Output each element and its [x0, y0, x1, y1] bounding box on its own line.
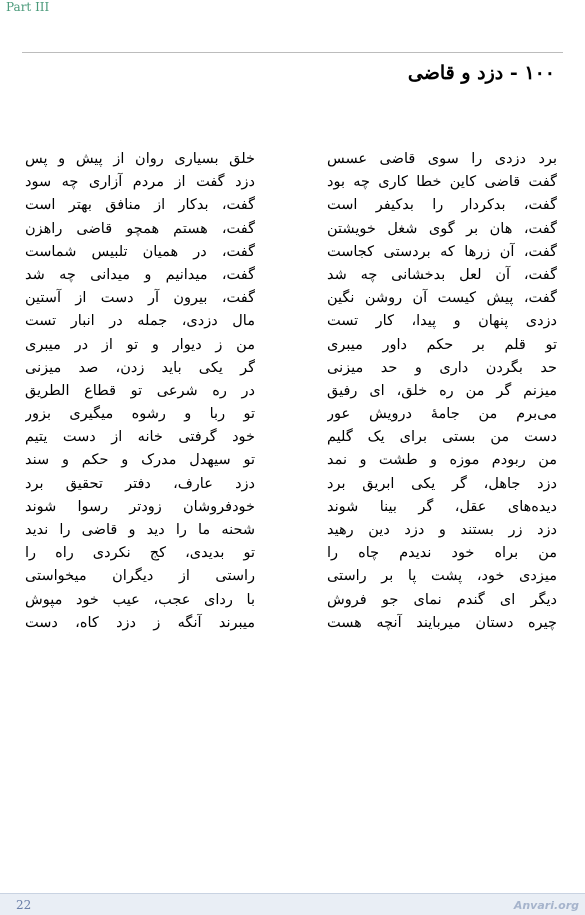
couplet-row	[0, 194, 585, 217]
running-head: Part III	[6, 0, 50, 14]
couplet-row	[0, 241, 585, 264]
couplet-row	[0, 310, 585, 333]
couplet-row	[0, 403, 585, 426]
second-hemistich: دزد عارف، دفتر تحقیق برد	[25, 475, 255, 492]
couplet-row	[0, 171, 585, 194]
couplet-row	[0, 612, 585, 635]
poem-title: ۱۰۰ - دزد و قاضی	[407, 62, 555, 84]
couplet-row	[0, 287, 585, 310]
first-hemistich: گفت، بدکردار را بدکیفر است	[327, 197, 557, 214]
first-hemistich: می‌برم من جامهٔ درویش عور	[327, 406, 557, 423]
couplet-row	[0, 380, 585, 403]
couplet-row	[0, 565, 585, 588]
first-hemistich: میزنم گر من ره خلق، ای رفیق	[327, 382, 557, 399]
second-hemistich: گفت، بدکار از منافق بهتر است	[25, 197, 255, 214]
first-hemistich: دزدی پنهان و پیدا، کار تست	[327, 313, 557, 330]
second-hemistich: تو سیهدل مدرک و حکم و سند	[25, 452, 255, 469]
second-hemistich: گفت، بیرون آر دست از آستین	[25, 290, 255, 307]
second-hemistich: در ره شرعی تو قطاع الطریق	[25, 382, 255, 399]
first-hemistich: گفت، آن زرها که بردستی کجاست	[327, 243, 557, 260]
first-hemistich: دیگر ای گندم نمای جو فروش	[327, 591, 557, 608]
first-hemistich: میزدی خود، پشت پا بر راستی	[327, 568, 557, 585]
couplet-row	[0, 519, 585, 542]
second-hemistich: گر یکی باید زدن، صد میزنی	[25, 359, 255, 376]
second-hemistich: شحنه ما را دید و قاضی را ندید	[25, 522, 255, 538]
couplet-row	[0, 449, 585, 472]
watermark-logo: Anvari.org	[513, 899, 579, 912]
second-hemistich: خلق بسیاری روان از پیش و پس	[25, 151, 255, 167]
page-number: 22	[16, 898, 32, 912]
second-hemistich: گفت، در همیان تلبیس شماست	[25, 243, 255, 260]
second-hemistich: راستی از دیگران میخواستی	[25, 568, 255, 585]
couplet-row	[0, 218, 585, 241]
second-hemistich: دزد گفت از مردم آزاری چه سود	[25, 174, 255, 191]
second-hemistich: تو ربا و رشوه میگیری بزور	[25, 406, 255, 423]
first-hemistich: گفت، هان بر گوی شغل خویشتن	[327, 220, 557, 237]
couplet-row	[0, 148, 585, 171]
couplet-row	[0, 426, 585, 449]
first-hemistich: برد دزدی را سوی قاضی عسس	[327, 151, 557, 167]
poem-body	[0, 148, 585, 635]
second-hemistich: با ردای عجب، عیب خود مپوش	[25, 591, 255, 608]
second-hemistich: مال دزدی، جمله در انبار تست	[25, 313, 255, 330]
second-hemistich: میبرند آنگه ز دزد کاه، دست	[25, 614, 255, 631]
first-hemistich: گفت، آن لعل بدخشانی چه شد	[327, 266, 557, 283]
couplet-row	[0, 542, 585, 565]
second-hemistich: تو بدیدی، کج نکردی راه را	[25, 545, 255, 562]
first-hemistich: دیده‌های عقل، گر بینا شوند	[327, 498, 557, 515]
couplet-row	[0, 334, 585, 357]
first-hemistich: دزد جاهل، گر یکی ابریق برد	[327, 475, 557, 492]
couplet-row	[0, 496, 585, 519]
second-hemistich: خودفروشان زودتر رسوا شوند	[25, 498, 255, 515]
second-hemistich: گفت، هستم همچو قاضی راهزن	[25, 220, 255, 237]
first-hemistich: دست من بستی برای یک گلیم	[327, 429, 557, 446]
couplet-row	[0, 473, 585, 496]
footer-band	[0, 893, 585, 915]
second-hemistich: خود گرفتی خانه از دست یتیم	[25, 429, 255, 446]
first-hemistich: حد بگردن داری و حد میزنی	[327, 359, 557, 376]
first-hemistich: من براه خود ندیدم چاه را	[327, 545, 557, 562]
second-hemistich: گفت، میدانیم و میدانی چه شد	[25, 266, 255, 283]
couplet-row	[0, 357, 585, 380]
first-hemistich: دزد زر بستند و دزد دین رهید	[327, 522, 557, 538]
first-hemistich: گفت قاضی کاین خطا کاری چه بود	[327, 174, 557, 191]
first-hemistich: گفت، پیش کیست آن روشن نگین	[327, 290, 557, 307]
first-hemistich: چیره دستان میربایند آنچه هست	[327, 614, 557, 631]
first-hemistich: تو قلم بر حکم داور میبری	[327, 336, 557, 353]
couplet-row	[0, 589, 585, 612]
second-hemistich: من ز دیوار و تو از در میبری	[25, 336, 255, 353]
header-divider	[22, 52, 563, 53]
couplet-row	[0, 264, 585, 287]
first-hemistich: من ربودم موزه و طشت و نمد	[327, 452, 557, 469]
